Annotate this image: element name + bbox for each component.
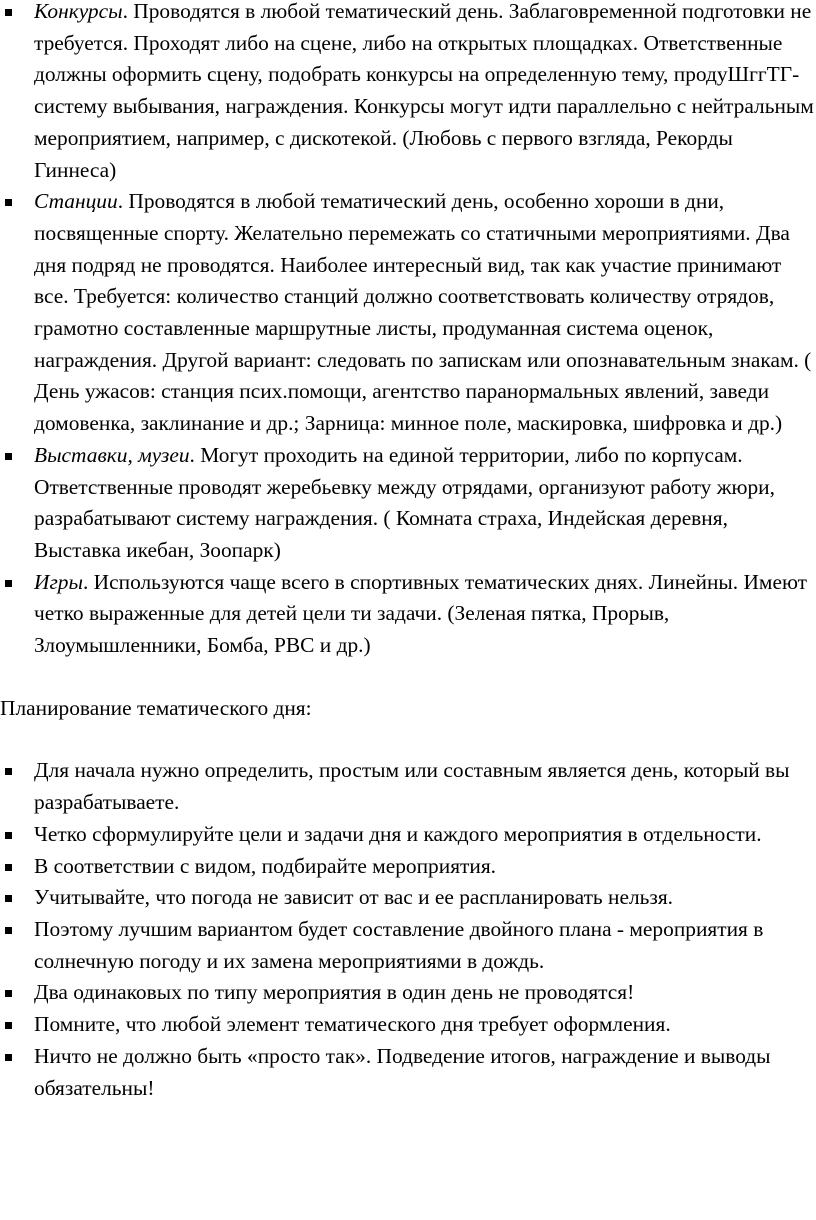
list-item: [0, 186, 816, 440]
list-item: [0, 882, 816, 914]
square-bullet-icon: [5, 990, 12, 997]
square-bullet-icon: [5, 9, 12, 16]
list-item: [0, 851, 816, 883]
item-text: . Проводятся в любой тематический день. Заблаговременной подготовки не требуется. Проходят либо на сцене, либо на открытых площадках. Ответственные должны оформить сцену, подобрать конкурсы на определенную тему, продуШггТГ-систему выбывания, награждения. Конкурсы могут идти параллельно с нейтральным мероприятием, например, с дискотекой. (Любовь с первого взгляда, Рекорды Гиннеса): [34, 0, 814, 182]
item-text: . Могут проходить на единой территории, либо по корпусам. Ответственные проводят жеребьевку между отрядами, организуют работу жюри, разрабатывают систему награждения. ( Комната страха, Индейская деревня, Выставка икебан, Зоопарк): [34, 442, 775, 562]
item-text: . Используются чаще всего в спортивных тематических днях. Линейны. Имеют четко выраженные для детей цели ти задачи. (Зеленая пятка, Прорыв, Злоумышленники, Бомба, РВС и др.): [34, 569, 807, 658]
item-text: Поэтому лучшим вариантом будет составление двойного плана - мероприятия в солнечную погоду и их замена мероприятиями в дождь.: [34, 916, 764, 973]
list-item: [0, 914, 816, 977]
square-bullet-icon: [5, 768, 12, 775]
square-bullet-icon: [5, 580, 12, 587]
square-bullet-icon: [5, 199, 12, 206]
planning-steps-list: [0, 755, 816, 1104]
square-bullet-icon: [5, 1054, 12, 1061]
item-text: Помните, что любой элемент тематического дня требует оформления.: [34, 1012, 671, 1037]
square-bullet-icon: [5, 895, 12, 902]
item-text: Четко сформулируйте цели и задачи дня и каждого мероприятия в отдельности.: [34, 821, 762, 846]
item-term: Выставки, музеи: [34, 442, 190, 467]
list-item: [0, 819, 816, 851]
item-text: Два одинаковых по типу мероприятия в один день не проводятся!: [34, 980, 635, 1005]
item-text: Ничто не должно быть «просто так». Подведение итогов, награждение и выводы обязательны!: [34, 1043, 771, 1100]
square-bullet-icon: [5, 864, 12, 871]
list-item: [0, 977, 816, 1009]
section-heading: Планирование тематического дня:: [0, 695, 312, 720]
item-text: В соответствии с видом, подбирайте мероприятия.: [34, 853, 497, 878]
square-bullet-icon: [5, 832, 12, 839]
list-item: [0, 0, 816, 186]
square-bullet-icon: [5, 927, 12, 934]
list-item: [0, 1009, 816, 1041]
item-term: Игры: [34, 569, 83, 594]
square-bullet-icon: [5, 1022, 12, 1029]
item-term: Станции: [34, 189, 118, 214]
item-text: . Проводятся в любой тематический день, особенно хороши в дни, посвященные спорту. Желательно перемежать со статичными мероприятиями. Два дня подряд не проводятся. Наиболее интересный вид, так как участие принимают все. Требуется: количество станций должно соответствовать количеству отрядов, грамотно составленные маршрутные листы, продуманная система оценок, награждения. Другой вариант: следовать по запискам или опознавательным знакам. ( День ужасов: станция псих.помощи, агентство паранормальных явлений, заведи домовенка, заклинание и др.; Зарница: минное поле, маскировка, шифровка и др.): [34, 189, 812, 436]
item-term: Конкурсы: [34, 0, 123, 23]
square-bullet-icon: [5, 453, 12, 460]
list-item: [0, 755, 816, 818]
item-text: Учитывайте, что погода не зависит от вас и ее распланировать нельзя.: [34, 885, 674, 910]
list-item: [0, 567, 816, 662]
list-item: [0, 440, 816, 567]
list-item: [0, 1041, 816, 1104]
item-text: Для начала нужно определить, простым или составным является день, который вы разрабатываете.: [34, 758, 790, 815]
